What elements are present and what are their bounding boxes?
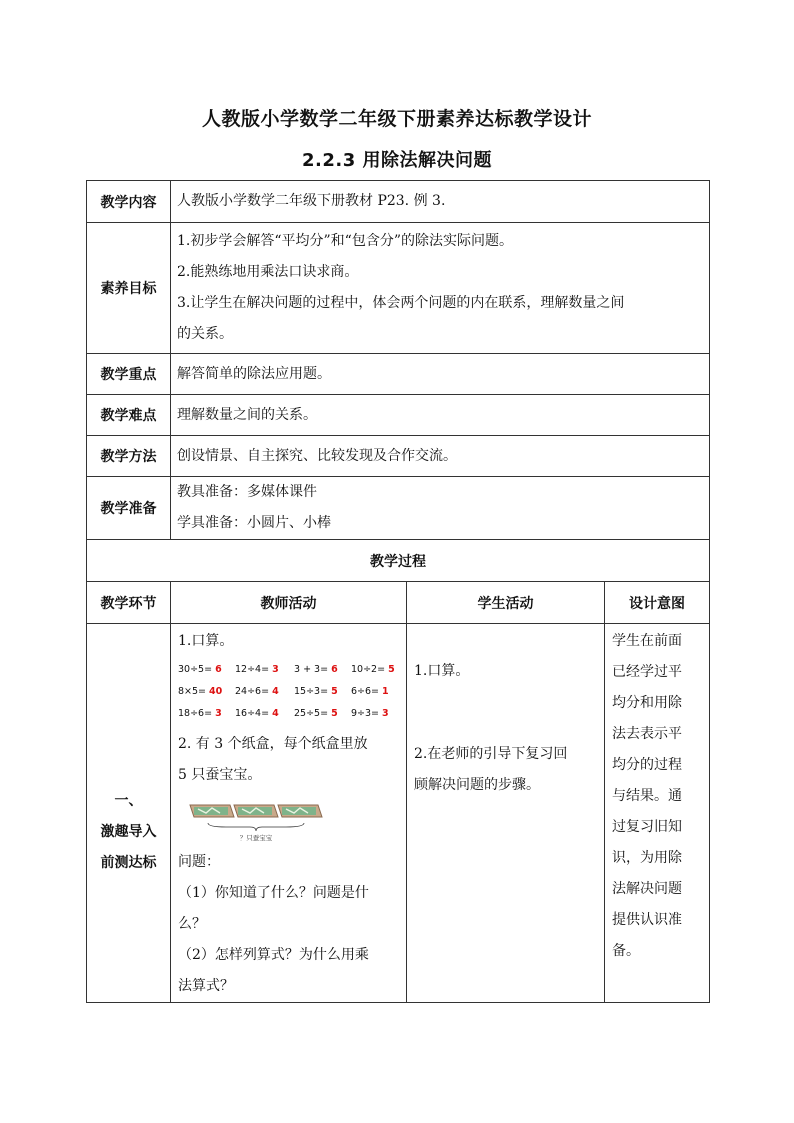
teacher-item-2-line: 2. 有 3 个纸盒，每个纸盒里放 [178,736,368,752]
mental-math-question: 10÷2= [351,664,386,675]
lesson-subtitle: 2.2.3 用除法解决问题 [301,150,492,171]
teacher-question-line: 问题： [178,854,220,870]
mental-math-question: 18÷6= [178,708,213,719]
mental-math-question: 12÷4= [235,664,270,675]
column-header-segment: 教学环节 [87,582,171,624]
design-intent-cell [605,624,710,1003]
info-value [171,395,710,436]
info-row [87,354,710,395]
info-row [87,436,710,477]
info-value-line: 学具准备：小圆片、小棒 [177,515,331,531]
mental-math-item [235,681,294,703]
mental-math-item [178,703,235,725]
design-intent-line: 与结果。通 [612,788,682,804]
student-activity-cell [407,624,605,1003]
info-value [171,436,710,477]
paper-box-icon [278,805,322,817]
mental-math-answer: 5 [331,686,338,697]
image-caption: ？只蚕宝宝 [239,834,273,842]
paper-box-icon [234,805,278,817]
mental-math-question: 15÷3= [294,686,329,697]
mental-math-item [294,681,351,703]
info-label: 素养目标 [87,223,171,354]
mental-math-answer: 6 [215,664,222,675]
design-intent-line: 提供认识准 [612,912,682,928]
design-intent-line: 过复习旧知 [612,819,682,835]
segment-cell [87,624,171,1003]
teacher-question-line: 法算式？ [178,978,234,994]
teacher-item-2-line: 5 只蚕宝宝。 [178,767,262,783]
mental-math-question: 24÷6= [235,686,270,697]
mental-math-item [294,703,351,725]
teacher-question-line: （1）你知道了什么？问题是什 [178,885,369,901]
info-value-line: 解答简单的除法应用题。 [177,365,331,382]
mental-math-question: 16÷4= [235,708,270,719]
info-value-line: 3.让学生在解决问题的过程中，体会两个问题的内在联系，理解数量之间 [177,295,625,311]
paper-box-icon [190,805,234,817]
info-row [87,477,710,540]
design-intent-text [612,626,703,967]
design-intent-line: 学生在前面 [612,633,682,649]
mental-math-question: 9÷3= [351,708,380,719]
teacher-question-line: 么？ [178,916,206,932]
mental-math-item [351,659,403,681]
info-value-line: 创设情景、自主探究、比较发现及合作交流。 [177,447,457,464]
mental-math-item [351,681,403,703]
info-value [171,223,710,354]
mental-math-question: 3 + 3= [294,664,329,675]
info-label: 教学准备 [87,477,171,540]
info-row [87,223,710,354]
silkworm-boxes-image [186,797,328,843]
mental-math-answer: 3 [215,708,222,719]
design-intent-line: 已经学过平 [612,664,682,680]
info-label: 教学重点 [87,354,171,395]
mental-math-answer: 3 [382,708,389,719]
info-label: 教学方法 [87,436,171,477]
info-value-line: 1.初步学会解答“平均分”和“包含分”的除法实际问题。 [177,233,513,249]
mental-math-answer: 4 [272,708,279,719]
mental-math-answer: 4 [272,686,279,697]
teacher-item-2 [178,729,400,791]
info-value-line: 人教版小学数学二年级下册教材 P23. 例 3. [177,193,446,209]
design-intent-line: 备。 [612,943,640,959]
process-title: 教学过程 [87,540,710,582]
mental-math-item [294,659,351,681]
mental-math-item [235,703,294,725]
mental-math-answer: 5 [388,664,395,675]
design-intent-line: 均分的过程 [612,757,682,773]
teacher-item-1: 1.口算。 [178,633,234,649]
column-header-teacher: 教师活动 [171,582,407,624]
mental-math-answer: 40 [209,686,223,697]
segment-line: 一、 [114,792,143,809]
design-intent-line: 法去表示平 [612,726,682,742]
column-header-intent: 设计意图 [605,582,710,624]
info-value-line: 教具准备：多媒体课件 [177,484,317,500]
student-item-2-line: 2.在老师的引导下复习回 [414,746,568,762]
student-item-2 [414,739,598,801]
mental-math-question: 6÷6= [351,686,380,697]
design-intent-line: 识，为用除 [612,850,682,866]
mental-math-item [178,659,235,681]
mental-math-item [178,681,235,703]
document-title: 人教版小学数学二年级下册素养达标教学设计 [201,108,592,130]
info-row [87,395,710,436]
mental-math-question: 30÷5= [178,664,213,675]
info-value-line: 理解数量之间的关系。 [177,406,317,423]
brace-icon [208,823,304,831]
teacher-activity-cell [171,624,407,1003]
mental-math-question: 25÷5= [294,708,329,719]
mental-math-item [351,703,403,725]
design-intent-line: 法解决问题 [612,881,682,897]
mental-math-answer: 3 [272,664,279,675]
info-label: 教学难点 [87,395,171,436]
mental-math-answer: 5 [331,708,338,719]
info-label: 教学内容 [87,181,171,223]
mental-math-question: 8×5= [178,686,207,697]
student-item-2-line: 顾解决问题的步骤。 [414,777,540,793]
lesson-plan-table [86,180,710,1003]
info-value [171,477,710,540]
info-value [171,181,710,223]
segment-line: 前测达标 [100,854,157,871]
info-row [87,181,710,223]
student-item-1 [414,656,598,687]
segment-line: 激趣导入 [100,823,157,840]
teacher-questions [178,847,400,1002]
column-header-student: 学生活动 [407,582,605,624]
info-value-line: 2.能熟练地用乘法口诀求商。 [177,264,359,280]
mental-math-answer: 6 [331,664,338,675]
info-value [171,354,710,395]
mental-math-answer: 1 [382,686,389,697]
mental-math-item [235,659,294,681]
mental-math-grid [178,659,400,725]
design-intent-line: 均分和用除 [612,695,682,711]
student-item-1-line: 1.口算。 [414,663,470,679]
info-value-line: 的关系。 [177,326,233,342]
teacher-question-line: （2）怎样列算式？为什么用乘 [178,947,369,963]
